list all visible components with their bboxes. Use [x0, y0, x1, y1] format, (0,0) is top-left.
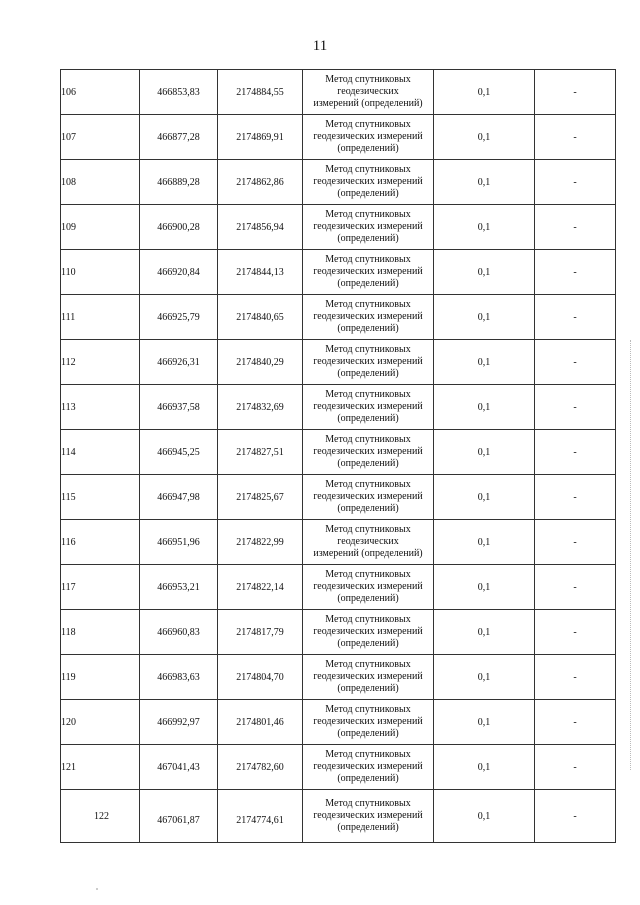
method-cell	[303, 295, 434, 340]
table-row	[61, 610, 616, 655]
method-line: геодезических измерений	[313, 401, 423, 412]
accuracy-cell: 0,1	[434, 565, 535, 610]
accuracy-cell: 0,1	[434, 160, 535, 205]
table-row	[61, 700, 616, 745]
table-row	[61, 250, 616, 295]
method-line: геодезических измерений	[313, 761, 423, 772]
coordinate-x-cell: 466926,31	[140, 340, 218, 385]
method-line: измерений (определений)	[313, 548, 423, 559]
coordinate-x-cell: 466951,96	[140, 520, 218, 565]
description-cell: -	[535, 70, 616, 115]
accuracy-cell: 0,1	[434, 700, 535, 745]
method-cell	[303, 655, 434, 700]
method-cell	[303, 790, 434, 843]
coordinate-y-cell: 2174840,29	[218, 340, 303, 385]
description-cell: -	[535, 475, 616, 520]
method-line: Метод спутниковых	[325, 749, 411, 760]
description-cell: -	[535, 115, 616, 160]
coordinate-y-cell: 2174774,61	[218, 790, 303, 843]
coordinate-x-cell: 466889,28	[140, 160, 218, 205]
coordinate-y-cell: 2174869,91	[218, 115, 303, 160]
method-line: (определений)	[337, 773, 399, 784]
table-row	[61, 475, 616, 520]
scan-margin-mark	[630, 340, 633, 770]
coordinate-x-cell: 466925,79	[140, 295, 218, 340]
method-line: геодезических измерений	[313, 810, 423, 821]
method-line: Метод спутниковых	[325, 254, 411, 265]
method-line: измерений (определений)	[313, 98, 423, 109]
coordinate-y-cell: 2174844,13	[218, 250, 303, 295]
description-cell: -	[535, 340, 616, 385]
table-row	[61, 385, 616, 430]
method-line: Метод спутниковых	[325, 704, 411, 715]
table-row	[61, 115, 616, 160]
accuracy-cell: 0,1	[434, 790, 535, 843]
description-cell: -	[535, 790, 616, 843]
description-cell: -	[535, 160, 616, 205]
method-line: геодезических измерений	[313, 266, 423, 277]
method-cell	[303, 340, 434, 385]
method-line: геодезических	[337, 86, 399, 97]
method-line: (определений)	[337, 413, 399, 424]
method-line: геодезических измерений	[313, 491, 423, 502]
method-line: (определений)	[337, 368, 399, 379]
description-cell: -	[535, 430, 616, 475]
accuracy-cell: 0,1	[434, 430, 535, 475]
method-line: (определений)	[337, 233, 399, 244]
method-cell	[303, 610, 434, 655]
method-line: (определений)	[337, 728, 399, 739]
accuracy-cell: 0,1	[434, 475, 535, 520]
method-line: (определений)	[337, 143, 399, 154]
coordinate-x-cell: 466900,28	[140, 205, 218, 250]
coordinate-x-cell: 466947,98	[140, 475, 218, 520]
method-line: геодезических измерений	[313, 716, 423, 727]
method-line: Метод спутниковых	[325, 344, 411, 355]
point-number-cell: 111	[61, 295, 140, 340]
accuracy-cell: 0,1	[434, 655, 535, 700]
point-number-cell: 115	[61, 475, 140, 520]
description-cell: -	[535, 295, 616, 340]
accuracy-cell: 0,1	[434, 205, 535, 250]
method-cell	[303, 520, 434, 565]
method-line: геодезических измерений	[313, 356, 423, 367]
table-row	[61, 745, 616, 790]
point-number-cell: 108	[61, 160, 140, 205]
method-cell	[303, 70, 434, 115]
method-line: Метод спутниковых	[325, 569, 411, 580]
method-line: Метод спутниковых	[325, 299, 411, 310]
method-line: (определений)	[337, 822, 399, 833]
coordinate-y-cell: 2174827,51	[218, 430, 303, 475]
accuracy-cell: 0,1	[434, 610, 535, 655]
page-number: 11	[312, 38, 328, 54]
point-number-cell: 113	[61, 385, 140, 430]
coordinate-y-cell: 2174832,69	[218, 385, 303, 430]
description-cell: -	[535, 250, 616, 295]
coordinate-x-cell: 466853,83	[140, 70, 218, 115]
method-line: геодезических измерений	[313, 446, 423, 457]
method-line: геодезических измерений	[313, 626, 423, 637]
coordinate-y-cell: 2174862,86	[218, 160, 303, 205]
coordinate-y-cell: 2174817,79	[218, 610, 303, 655]
method-line: Метод спутниковых	[325, 798, 411, 809]
description-cell: -	[535, 745, 616, 790]
table-row	[61, 205, 616, 250]
description-cell: -	[535, 520, 616, 565]
point-number-cell: 114	[61, 430, 140, 475]
coordinate-x-cell: 466983,63	[140, 655, 218, 700]
coordinate-x-cell: 467041,43	[140, 745, 218, 790]
method-line: геодезических измерений	[313, 131, 423, 142]
point-number-cell: 117	[61, 565, 140, 610]
accuracy-cell: 0,1	[434, 340, 535, 385]
method-line: Метод спутниковых	[325, 389, 411, 400]
method-line: Метод спутниковых	[325, 479, 411, 490]
point-number-cell: 120	[61, 700, 140, 745]
accuracy-cell: 0,1	[434, 250, 535, 295]
table-row	[61, 295, 616, 340]
table-row	[61, 655, 616, 700]
method-cell	[303, 250, 434, 295]
method-line: геодезических измерений	[313, 221, 423, 232]
method-cell	[303, 565, 434, 610]
method-line: геодезических измерений	[313, 581, 423, 592]
method-line: Метод спутниковых	[325, 119, 411, 130]
method-line: геодезических	[337, 536, 399, 547]
point-number-cell: 119	[61, 655, 140, 700]
scan-speck	[96, 888, 98, 890]
method-cell	[303, 115, 434, 160]
method-line: геодезических измерений	[313, 311, 423, 322]
table-row	[61, 340, 616, 385]
table-row	[61, 565, 616, 610]
point-number-cell: 116	[61, 520, 140, 565]
method-line: Метод спутниковых	[325, 434, 411, 445]
point-number-cell: 109	[61, 205, 140, 250]
table-body	[61, 70, 616, 843]
method-line: Метод спутниковых	[325, 74, 411, 85]
coordinate-y-cell: 2174782,60	[218, 745, 303, 790]
coordinate-x-cell: 466945,25	[140, 430, 218, 475]
method-line: (определений)	[337, 278, 399, 289]
method-line: (определений)	[337, 458, 399, 469]
accuracy-cell: 0,1	[434, 520, 535, 565]
method-line: (определений)	[337, 323, 399, 334]
method-cell	[303, 430, 434, 475]
point-number-cell: 112	[61, 340, 140, 385]
table-row	[61, 520, 616, 565]
table-row	[61, 430, 616, 475]
method-cell	[303, 205, 434, 250]
point-number-cell: 106	[61, 70, 140, 115]
table-row	[61, 70, 616, 115]
method-cell	[303, 385, 434, 430]
point-number-cell: 107	[61, 115, 140, 160]
accuracy-cell: 0,1	[434, 385, 535, 430]
point-number-cell: 110	[61, 250, 140, 295]
method-line: Метод спутниковых	[325, 614, 411, 625]
point-number-cell: 122	[61, 790, 140, 843]
description-cell: -	[535, 385, 616, 430]
method-line: геодезических измерений	[313, 671, 423, 682]
coordinate-y-cell: 2174856,94	[218, 205, 303, 250]
coordinate-y-cell: 2174801,46	[218, 700, 303, 745]
accuracy-cell: 0,1	[434, 115, 535, 160]
coordinate-x-cell: 466953,21	[140, 565, 218, 610]
method-cell	[303, 745, 434, 790]
point-number-cell: 118	[61, 610, 140, 655]
description-cell: -	[535, 610, 616, 655]
accuracy-cell: 0,1	[434, 70, 535, 115]
method-line: Метод спутниковых	[325, 209, 411, 220]
coordinate-y-cell: 2174822,14	[218, 565, 303, 610]
coordinate-x-cell: 466877,28	[140, 115, 218, 160]
table-row	[61, 160, 616, 205]
method-line: геодезических измерений	[313, 176, 423, 187]
accuracy-cell: 0,1	[434, 295, 535, 340]
coordinate-x-cell: 466992,97	[140, 700, 218, 745]
method-line: (определений)	[337, 683, 399, 694]
coordinate-y-cell: 2174840,65	[218, 295, 303, 340]
table-row	[61, 790, 616, 843]
accuracy-cell: 0,1	[434, 745, 535, 790]
coordinate-y-cell: 2174825,67	[218, 475, 303, 520]
coordinate-x-cell: 466960,83	[140, 610, 218, 655]
method-line: (определений)	[337, 188, 399, 199]
method-line: (определений)	[337, 503, 399, 514]
coordinate-y-cell: 2174804,70	[218, 655, 303, 700]
method-cell	[303, 475, 434, 520]
coordinate-y-cell: 2174884,55	[218, 70, 303, 115]
description-cell: -	[535, 700, 616, 745]
coordinate-x-cell: 466920,84	[140, 250, 218, 295]
point-number-cell: 121	[61, 745, 140, 790]
description-cell: -	[535, 655, 616, 700]
method-line: Метод спутниковых	[325, 524, 411, 535]
description-cell: -	[535, 205, 616, 250]
coordinate-x-cell: 466937,58	[140, 385, 218, 430]
method-line: (определений)	[337, 638, 399, 649]
coordinate-y-cell: 2174822,99	[218, 520, 303, 565]
method-line: (определений)	[337, 593, 399, 604]
coordinate-x-cell: 467061,87	[140, 790, 218, 843]
method-line: Метод спутниковых	[325, 164, 411, 175]
method-cell	[303, 700, 434, 745]
method-line: Метод спутниковых	[325, 659, 411, 670]
method-cell	[303, 160, 434, 205]
description-cell: -	[535, 565, 616, 610]
coordinates-table	[60, 69, 616, 843]
